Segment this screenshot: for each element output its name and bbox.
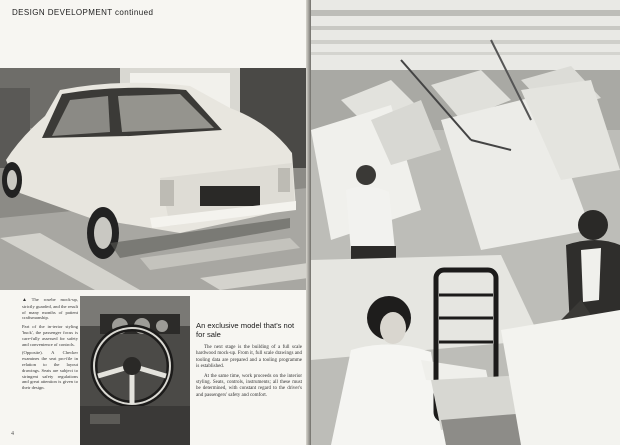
right-page bbox=[311, 0, 620, 445]
article-paragraph-1: The next stage is the building of a full scale hardwood mock-up. From it, full scale drawings and tooling data are prepared and a tooling programme is established. bbox=[196, 345, 302, 370]
caption-paragraph-2: Part of the in-terior styling 'buck', the passenger focus is care-fully assessed for safety and convenience of controls. bbox=[22, 324, 78, 347]
car-mockup-photo bbox=[0, 68, 308, 290]
caption-paragraph-1: ▲The rosebe mock-up, strictly guarded, and the result of many months of patient craftsmanship. bbox=[22, 297, 79, 321]
article-body bbox=[196, 345, 302, 402]
article-paragraph-2: At the same time, work proceeds on the interior styling. Seats, controls, instruments; all these must be determined, with constant regard to the driver's and passengers' safety and comfort. bbox=[196, 373, 302, 398]
page-number: 4 bbox=[11, 431, 14, 437]
dashboard-steering-wheel-photo bbox=[80, 296, 190, 445]
up-arrow-icon: ▲ bbox=[22, 298, 31, 303]
photo-caption bbox=[22, 297, 78, 394]
article-title: An exclusive model that's not for sale bbox=[196, 321, 295, 339]
left-page bbox=[0, 0, 308, 445]
drawing-office-photo bbox=[311, 0, 620, 445]
section-title: DESIGN DEVELOPMENT continued bbox=[12, 8, 154, 17]
caption-paragraph-3: (Opposite). A Checker examines the seat pro-file in relation to the layout drawings. Seats are subject to stringent safety regulations and great attention is given to their design. bbox=[22, 350, 78, 391]
